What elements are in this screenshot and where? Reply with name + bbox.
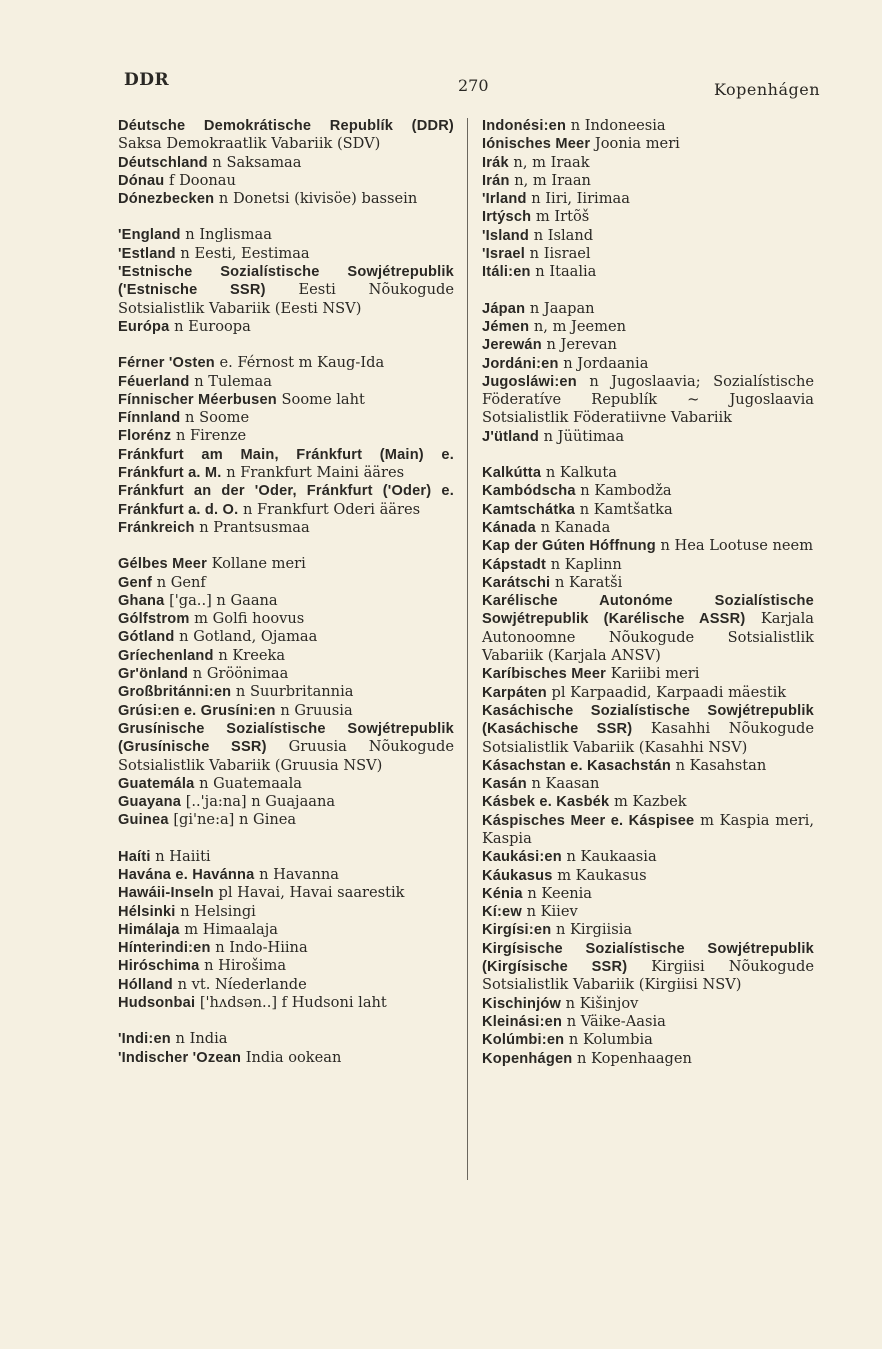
dictionary-entry: [482, 702, 814, 757]
entry-translation: n Jüütimaa: [543, 427, 625, 445]
entry-translation: n Donetsi (kivisöe) bassein: [218, 190, 418, 208]
entry-headword: 'England: [118, 227, 181, 244]
dictionary-entry: [118, 391, 454, 409]
dictionary-entry: [118, 409, 454, 427]
entry-headword: Hiróschima: [118, 958, 200, 975]
entry-translation: n Jordaania: [563, 354, 649, 372]
entry-headword: Irán: [482, 172, 510, 189]
entry-translation: n Kopenhaagen: [577, 1049, 692, 1067]
dictionary-entry: [482, 154, 814, 172]
entry-group-gap: [118, 336, 454, 354]
dictionary-entry: [482, 482, 814, 500]
entry-translation: n Kasahstan: [675, 756, 767, 774]
dictionary-entry: [482, 867, 814, 885]
dictionary-entry: [118, 647, 454, 665]
entry-translation: n Gruusia: [280, 701, 353, 719]
entry-headword: 'Estland: [118, 245, 176, 262]
dictionary-entry: [482, 940, 814, 995]
entry-headword: Déutsche Demokrátische Republík (DDR): [118, 118, 454, 134]
entry-translation: [gi'ne:a] n Ginea: [173, 811, 297, 829]
entry-headword: Fránkreich: [118, 519, 195, 536]
entry-headword: 'Island: [482, 227, 530, 244]
dictionary-entry: [482, 373, 814, 428]
entry-group-gap: [118, 208, 454, 226]
dictionary-entry: [118, 154, 454, 172]
entry-headword: Genf: [118, 574, 153, 591]
entry-headword: Hínterindi:en: [118, 940, 211, 957]
entry-translation: n Indo-Hiina: [215, 939, 308, 957]
dictionary-entry: [482, 903, 814, 921]
entry-headword: 'Irland: [482, 191, 527, 208]
entry-headword: Déutschland: [118, 154, 208, 171]
entry-headword: Kaukási:en: [482, 849, 562, 866]
entry-translation: n Inglismaa: [185, 226, 272, 244]
dictionary-entry: [118, 172, 454, 190]
dictionary-entry: [482, 665, 814, 683]
dictionary-entry: [118, 976, 454, 994]
entry-headword: Fínnland: [118, 410, 181, 427]
dictionary-entry: [118, 555, 454, 573]
entry-translation: Soome laht: [281, 390, 365, 408]
entry-headword: Guinea: [118, 812, 169, 829]
entry-translation: n India: [175, 1030, 228, 1048]
entry-headword: Férner 'Osten: [118, 355, 215, 372]
entry-headword: Hélsinki: [118, 903, 176, 920]
dictionary-entry: [482, 757, 814, 775]
entry-headword: Káukasus: [482, 867, 553, 884]
dictionary-entry: [118, 793, 454, 811]
entry-headword: Iónisches Meer: [482, 136, 591, 153]
entry-group-gap: [482, 446, 814, 464]
entry-headword: Irák: [482, 154, 509, 171]
entry-headword: Fránkfurt am Main, Fránkfurt (Main) e. Fránkfurt a. M.: [118, 446, 454, 482]
dictionary-entry: [482, 172, 814, 190]
entry-headword: Kasán: [482, 776, 527, 793]
entry-headword: Kénia: [482, 885, 523, 902]
entry-translation: m Golfi hoovus: [194, 610, 305, 628]
entry-translation: n Guatemaala: [199, 774, 302, 792]
entry-headword: Karpáten: [482, 684, 547, 701]
entry-translation: n Väike-Aasia: [566, 1012, 666, 1030]
dictionary-entry: [482, 245, 814, 263]
dictionary-entry: [118, 775, 454, 793]
entry-translation: n Helsingi: [180, 902, 256, 920]
entry-translation: n Kamtšatka: [579, 500, 673, 518]
entry-headword: Gélbes Meer: [118, 556, 207, 573]
entry-headword: Jémen: [482, 318, 530, 335]
entry-headword: Kopenhágen: [482, 1050, 573, 1067]
dictionary-entry: [482, 537, 814, 555]
dictionary-entry: [482, 227, 814, 245]
running-head-first-entry: DDR: [124, 70, 170, 90]
entry-headword: Kamtschátka: [482, 501, 576, 518]
dictionary-entry: [482, 464, 814, 482]
dictionary-entry: [482, 684, 814, 702]
dictionary-entry: [118, 318, 454, 336]
dictionary-entry: [118, 446, 454, 483]
entry-headword: Kolúmbi:en: [482, 1032, 565, 1049]
entry-translation: n Kanada: [540, 518, 611, 536]
dictionary-entry: [482, 1031, 814, 1049]
dictionary-entry: [118, 957, 454, 975]
dictionary-entry: [118, 884, 454, 902]
entry-headword: Gótland: [118, 629, 175, 646]
entry-translation: n Firenze: [175, 427, 247, 445]
entry-translation: n Jugoslaavia; Sozialístische Föderatíve Republík ~ Jugoslaavia Sotsialistlik Föderatiivne Vabariik: [482, 372, 814, 427]
entry-headword: Fínnischer Méerbusen: [118, 391, 277, 408]
column-divider: [467, 118, 468, 1180]
entry-group-gap: [482, 282, 814, 300]
entry-translation: n Hirošima: [204, 957, 287, 975]
entry-translation: [..'ja:na] n Guajaana: [185, 793, 336, 811]
dictionary-entry: [482, 848, 814, 866]
entry-headword: Gríechenland: [118, 647, 214, 664]
entry-headword: Gólfstrom: [118, 611, 190, 628]
entry-headword: Jugosláwi:en: [482, 373, 577, 390]
dictionary-entry: [118, 117, 454, 154]
dictionary-entry: [482, 501, 814, 519]
entry-translation: n Kirgiisia: [555, 921, 633, 939]
entry-translation: ['ga..] n Gaana: [169, 591, 278, 609]
entry-headword: Himálaja: [118, 921, 180, 938]
entry-headword: Hudsonbai: [118, 995, 196, 1012]
entry-translation: n Tulemaa: [194, 372, 272, 390]
entry-headword: Kásbek e. Kasbék: [482, 794, 610, 811]
entry-headword: Guatemála: [118, 775, 195, 792]
entry-headword: Kalkútta: [482, 465, 542, 482]
entry-translation: n Frankfurt Maini ääres: [226, 464, 405, 482]
entry-translation: n Kaukaasia: [566, 848, 657, 866]
entry-headword: Kambódscha: [482, 483, 576, 500]
dictionary-entry: [118, 373, 454, 391]
entry-translation: n Indoneesia: [570, 117, 666, 134]
entry-translation: n, m Jeemen: [533, 317, 627, 335]
entry-headword: Féuerland: [118, 373, 190, 390]
entry-translation: n Soome: [185, 409, 250, 427]
entry-headword: Európa: [118, 318, 170, 335]
page-number: 270: [458, 76, 489, 95]
dictionary-entry: [482, 208, 814, 226]
entry-group-gap: [118, 1012, 454, 1030]
dictionary-entry: [118, 574, 454, 592]
entry-translation: pl Havai, Havai saarestik: [218, 884, 405, 902]
dictionary-entry: [118, 482, 454, 519]
entry-headword: Hólland: [118, 976, 173, 993]
dictionary-entry: [482, 793, 814, 811]
entry-headword: Jerewán: [482, 337, 542, 354]
dictionary-entry: [118, 1030, 454, 1048]
dictionary-entry: [482, 812, 814, 849]
entry-translation: Saksa Demokraatlik Vabariik (SDV): [118, 135, 381, 153]
right-column: [482, 117, 814, 1068]
entry-translation: n Saksamaa: [212, 153, 302, 171]
entry-translation: Kariibi meri: [610, 665, 700, 683]
entry-headword: Indonési:en: [482, 118, 567, 134]
dictionary-entry: [482, 556, 814, 574]
dictionary-entry: [118, 720, 454, 775]
dictionary-entry: [118, 245, 454, 263]
entry-headword: Kischinjów: [482, 995, 562, 1012]
dictionary-entry: [118, 190, 454, 208]
dictionary-entry: [118, 683, 454, 701]
dictionary-entry: [118, 226, 454, 244]
entry-translation: Kirgiisi Nõukogude Sotsialistlik Vabariik (Kirgiisi NSV): [482, 958, 814, 994]
entry-translation: n Kambodža: [580, 482, 672, 500]
entry-headword: Itáli:en: [482, 264, 531, 281]
dictionary-entry: [482, 355, 814, 373]
entry-headword: Kasáchische Sozialístische Sowjétrepublik (Kasáchische SSR): [482, 702, 814, 738]
entry-translation: n Havanna: [259, 865, 339, 883]
entry-translation: n Gröönimaa: [192, 665, 289, 683]
entry-translation: m Kaspia meri, Kaspia: [482, 811, 814, 847]
entry-translation: n Itaalia: [535, 263, 597, 281]
dictionary-entry: [482, 190, 814, 208]
entry-headword: Großbritánni:en: [118, 684, 232, 701]
entry-translation: Gruusia Nõukogude Sotsialistlik Vabariik (Gruusia NSV): [118, 738, 455, 774]
entry-headword: Dónezbecken: [118, 191, 215, 208]
entry-headword: Irtýsch: [482, 209, 532, 226]
entry-translation: m Kazbek: [613, 793, 687, 811]
entry-translation: n, m Iraak: [513, 153, 590, 171]
entry-headword: Dónau: [118, 172, 165, 189]
dictionary-entry: [118, 903, 454, 921]
dictionary-entry: [482, 1013, 814, 1031]
dictionary-entry: [482, 574, 814, 592]
entry-translation: n Kreeka: [218, 646, 286, 664]
left-column: [118, 117, 454, 1067]
entry-headword: Karátschi: [482, 574, 551, 591]
entry-headword: Jordáni:en: [482, 355, 559, 372]
entry-headword: 'Indi:en: [118, 1031, 171, 1048]
entry-translation: n Genf: [156, 573, 206, 591]
dictionary-entry: [482, 592, 814, 665]
entry-translation: n Haiiti: [155, 847, 211, 865]
entry-headword: Káspisches Meer e. Káspisee: [482, 812, 695, 829]
entry-translation: Kollane meri: [211, 555, 306, 573]
running-head-last-entry: Kopenhágen: [713, 80, 820, 99]
entry-headword: 'Estnische Sozialístische Sowjétrepublik ('Estnische SSR): [118, 264, 454, 299]
dictionary-entry: [118, 702, 454, 720]
entry-translation: n, m Iraan: [514, 171, 591, 189]
dictionary-entry: [482, 995, 814, 1013]
dictionary-entry: [482, 519, 814, 537]
entry-headword: Hawáii-Inseln: [118, 885, 214, 902]
entry-translation: n Kalkuta: [545, 464, 617, 482]
dictionary-entry: [118, 628, 454, 646]
dictionary-entry: [482, 135, 814, 153]
entry-translation: n Kolumbia: [568, 1031, 653, 1049]
entry-translation: n Kiiev: [526, 903, 578, 921]
dictionary-entry: [118, 519, 454, 537]
entry-headword: Florénz: [118, 428, 172, 445]
dictionary-entry: [482, 921, 814, 939]
entry-translation: n Jerevan: [546, 336, 617, 354]
entry-headword: Fránkfurt an der 'Oder, Fránkfurt ('Oder) e. Fránkfurt a. d. O.: [118, 483, 454, 518]
entry-translation: n Iisrael: [529, 245, 591, 263]
dictionary-entry: [482, 117, 814, 135]
entry-translation: n Frankfurt Oderi ääres: [243, 500, 421, 518]
entry-headword: Havána e. Havánna: [118, 866, 255, 883]
entry-translation: n Hea Lootuse neem: [660, 537, 814, 555]
entry-headword: Kí:ew: [482, 904, 522, 921]
entry-translation: Eesti Nõukogude Sotsialistlik Vabariik (Eesti NSV): [118, 281, 454, 317]
entry-headword: 'Israel: [482, 246, 526, 263]
dictionary-entry: [482, 775, 814, 793]
dictionary-entry: [118, 866, 454, 884]
dictionary-entry: [118, 263, 454, 318]
entry-translation: ['hʌdsən..] f Hudsoni laht: [199, 994, 387, 1012]
entry-translation: n Eesti, Eestimaa: [180, 244, 310, 262]
dictionary-entry: [482, 300, 814, 318]
dictionary-entry: [118, 811, 454, 829]
entry-translation: India ookean: [245, 1048, 342, 1066]
entry-translation: f Doonau: [169, 171, 236, 189]
entry-headword: Kásachstan e. Kasachstán: [482, 757, 671, 774]
entry-headword: 'Indischer 'Ozean: [118, 1049, 242, 1066]
entry-group-gap: [118, 537, 454, 555]
entry-headword: Kap der Gúten Hóffnung: [482, 538, 656, 555]
entry-headword: Grusínische Sozialístische Sowjétrepublik (Grusínische SSR): [118, 720, 454, 756]
entry-translation: n Prantsusmaa: [199, 518, 310, 536]
entry-translation: n Kaasan: [531, 775, 600, 793]
entry-group-gap: [118, 830, 454, 848]
dictionary-entry: [482, 1050, 814, 1068]
entry-translation: n Karatši: [554, 573, 623, 591]
entry-translation: n Kišinjov: [565, 994, 639, 1012]
entry-headword: Karíbisches Meer: [482, 666, 607, 683]
entry-translation: e. Férnost m Kaug-Ida: [219, 354, 385, 372]
entry-translation: n Jaapan: [529, 299, 595, 317]
entry-headword: Ghana: [118, 592, 165, 609]
entry-headword: Kleinási:en: [482, 1013, 563, 1030]
dictionary-entry: [118, 592, 454, 610]
entry-translation: n Keenia: [527, 884, 592, 902]
dictionary-entry: [118, 610, 454, 628]
entry-translation: pl Karpaadid, Karpaadi mäestik: [551, 683, 787, 701]
dictionary-entry: [118, 354, 454, 372]
entry-translation: n Gotland, Ojamaa: [179, 628, 318, 646]
dictionary-entry: [118, 1049, 454, 1067]
entry-translation: Karjala Autonoomne Nõukogude Sotsialistlik Vabariik (Karjala ANSV): [482, 610, 815, 665]
dictionary-entry: [118, 665, 454, 683]
entry-headword: Gr'önland: [118, 666, 189, 683]
entry-headword: Grúsi:en e. Grusíni:en: [118, 702, 276, 719]
entry-translation: m Kaukasus: [557, 866, 647, 884]
entry-headword: Kirgísische Sozialístische Sowjétrepublik (Kirgísische SSR): [482, 940, 814, 976]
dictionary-entry: [482, 885, 814, 903]
entry-headword: Haíti: [118, 848, 151, 865]
entry-translation: Kasahhi Nõukogude Sotsialistlik Vabariik (Kasahhi NSV): [482, 720, 815, 756]
entry-translation: n vt. Níederlande: [177, 975, 307, 993]
entry-translation: n Euroopa: [174, 317, 251, 335]
dictionary-entry: [118, 848, 454, 866]
dictionary-entry: [118, 427, 454, 445]
entry-translation: m Irtõš: [535, 208, 590, 226]
entry-translation: n Suurbritannia: [235, 683, 354, 701]
entry-headword: Karélische Autonóme Sozialístische Sowjétrepublik (Karélische ASSR): [482, 593, 814, 628]
entry-headword: Kápstadt: [482, 556, 547, 573]
entry-headword: Kirgísi:en: [482, 922, 552, 939]
entry-headword: J'ütland: [482, 428, 539, 445]
entry-translation: n Iiri, Iirimaa: [531, 190, 630, 208]
dictionary-entry: [482, 263, 814, 281]
entry-translation: n Island: [533, 226, 594, 244]
dictionary-entry: [482, 428, 814, 446]
dictionary-entry: [118, 921, 454, 939]
entry-headword: Kánada: [482, 519, 536, 536]
dictionary-entry: [482, 336, 814, 354]
entry-translation: n Kaplinn: [550, 555, 622, 573]
dictionary-entry: [118, 994, 454, 1012]
entry-headword: Guayana: [118, 794, 182, 811]
entry-translation: m Himaalaja: [184, 920, 278, 938]
dictionary-entry: [482, 318, 814, 336]
dictionary-entry: [118, 939, 454, 957]
entry-translation: Joonia meri: [594, 135, 680, 153]
entry-headword: Jápan: [482, 300, 526, 317]
